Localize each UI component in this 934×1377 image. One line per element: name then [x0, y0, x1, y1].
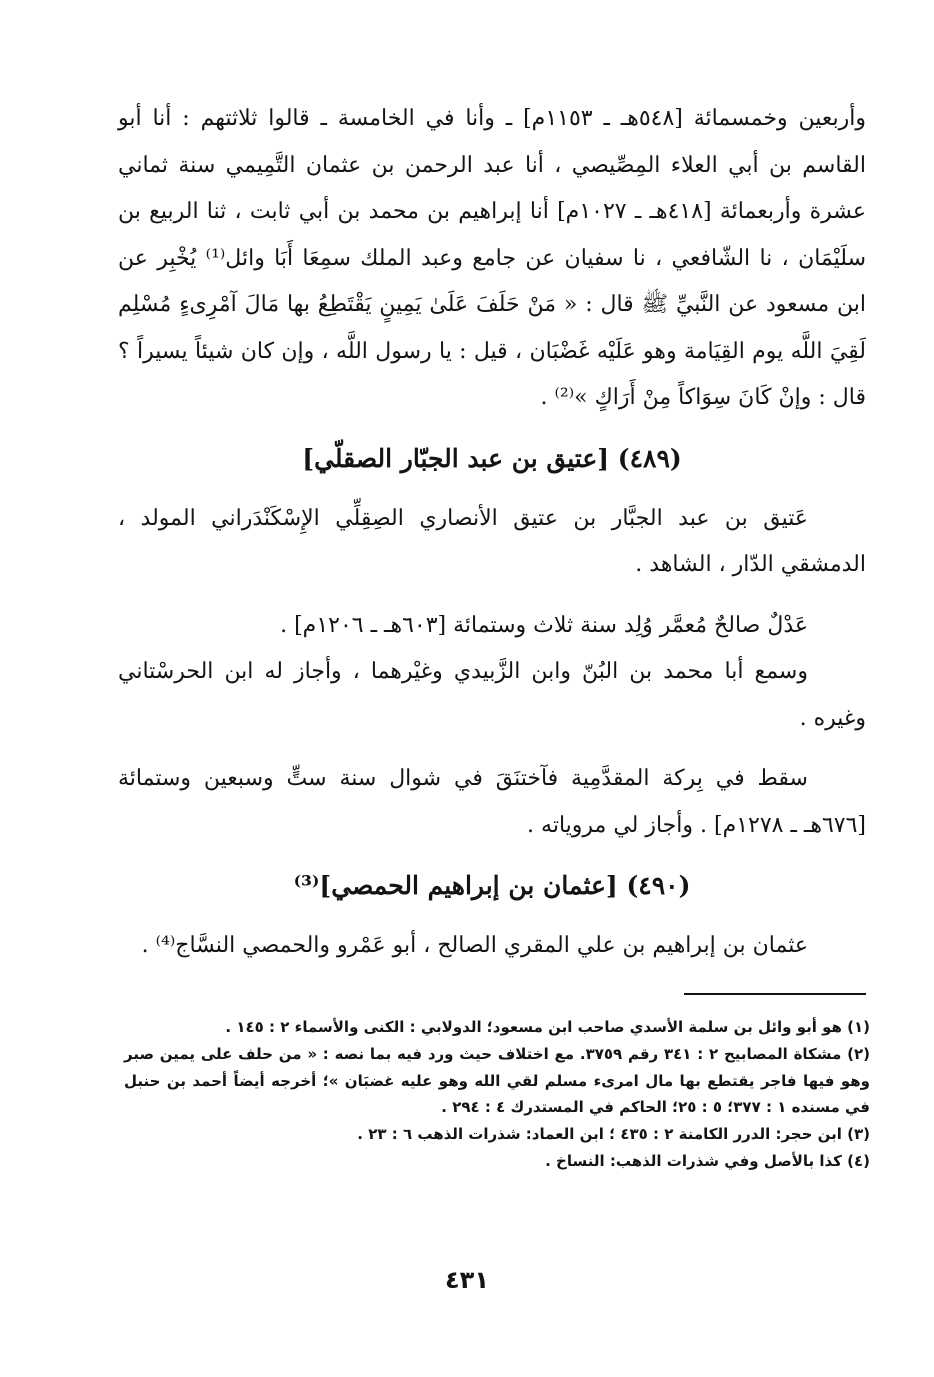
footnote-divider — [684, 993, 866, 995]
footnote-1: (١) هو أبو وائل بن سلمة الأسدي صاحب ابن مسعود؛ الدولابي : الكنى والأسماء ٢ : ١٤٥ . — [225, 1018, 870, 1036]
footnote-4: (٤) كذا بالأصل وفي شذرات الذهب: النساخ . — [545, 1151, 870, 1170]
footnote-2: (٢) مشكاة المصابيح ٢ : ٣٤١ رقم ٣٧٥٩. مع اختلاف حيث ورد فيه بما نصه : « من حلف على يمين صبر وهو فيها فاجر يقتطع بها مال امرىء مسلم لقي الله وهو عليه غضبَان »؛ أخرجه أيضاً أحمد بن حنبل في مسنده ١ : ٣٧٧؛ ٥ : ٢٥؛ الحاكم في المستدرك ٤ : ٢٩٤ . — [124, 1044, 870, 1117]
page-number: ٤٣١ — [445, 1266, 489, 1294]
footnotes — [124, 1014, 870, 1175]
paragraph-hadith-chain: وأربعين وخمسمائة [٥٤٨هـ ـ ١١٥٣م] ـ وأنا في الخامسة ـ قالوا ثلاثتهم : أنا أبو القاسم بن أبي العلاء المِصِّيصي ، أنا عبد الرحمن بن عثمان التَّمِيمي سنة ثماني عشرة وأربعمائة [٤١٨هـ ـ ١٠٢٧م] أنا إبراهيم بن محمد بن أبي ثابت ، ثنا الربيع بن سلَيْمَان ، نا الشّافعي ، نا سفيان عن جامع وعبد الملك سمِعَا أَبَا وائل⁽¹⁾ يُخْبِر عن ابن مسعود عن النَّبيِّ ﷺ قال : « مَنْ حَلَفَ عَلَىٰ يَمِينٍ يَقْتَطِعُ بها مَالَ آمْرِىءٍ مُسْلِم لَقِيَ اللَّه يوم القِيَامة وهو عَلَيْه غَضْبَان ، قيل : يا رسول اللَّه ، وإن كان شيئاً يسيراً ؟ قال : وإنْ كَانَ سِوَاكاً مِنْ أَرَاكٍ »⁽²⁾ . — [118, 106, 867, 410]
page-body — [118, 96, 866, 970]
paragraph-uthman-name: عثمان بن إبراهيم بن علي المقري الصالح ، أبو عَمْرو والحمصي النسَّاج⁽⁴⁾ . — [141, 933, 808, 958]
heading-entry-490: (٤٩٠) [عثمان بن إبراهيم الحمصي]⁽³⁾ — [293, 871, 691, 900]
paragraph-atiq-death: سقط في بِركة المقدَّمِية فآختنَقَ في شوال سنة ستٍّ وسبعين وستمائة [٦٧٦هـ ـ ١٢٧٨م] . وأجاز لي مروياته . — [118, 766, 866, 838]
footnote-3: (٣) ابن حجر: الدرر الكامنة ٢ : ٤٣٥ ؛ ابن العماد: شذرات الذهب ٦ : ٢٣ . — [357, 1125, 870, 1144]
heading-entry-489: (٤٨٩) [عتيق بن عبد الجبّار الصقلّي] — [302, 443, 682, 473]
paragraph-atiq-name: عَتيق بن عبد الجبَّار بن عتيق الأنصاري الصِقِلِّي الإِسْكَنْدَراني المولد ، الدمشقي الدّار ، الشاهد . — [118, 505, 866, 577]
paragraph-atiq-birth: عَدْلٌ صالحٌ مُعمَّر وُلِد سنة ثلاث وستمائة [٦٠٣هـ ـ ١٢٠٦م] . — [280, 612, 808, 638]
paragraph-atiq-teachers: وسمع أبا محمد بن البُنّ وابن الزَّبيدي وغيْرهما ، وأجاز له ابن الحرسْتاني وغيره . — [118, 659, 866, 731]
